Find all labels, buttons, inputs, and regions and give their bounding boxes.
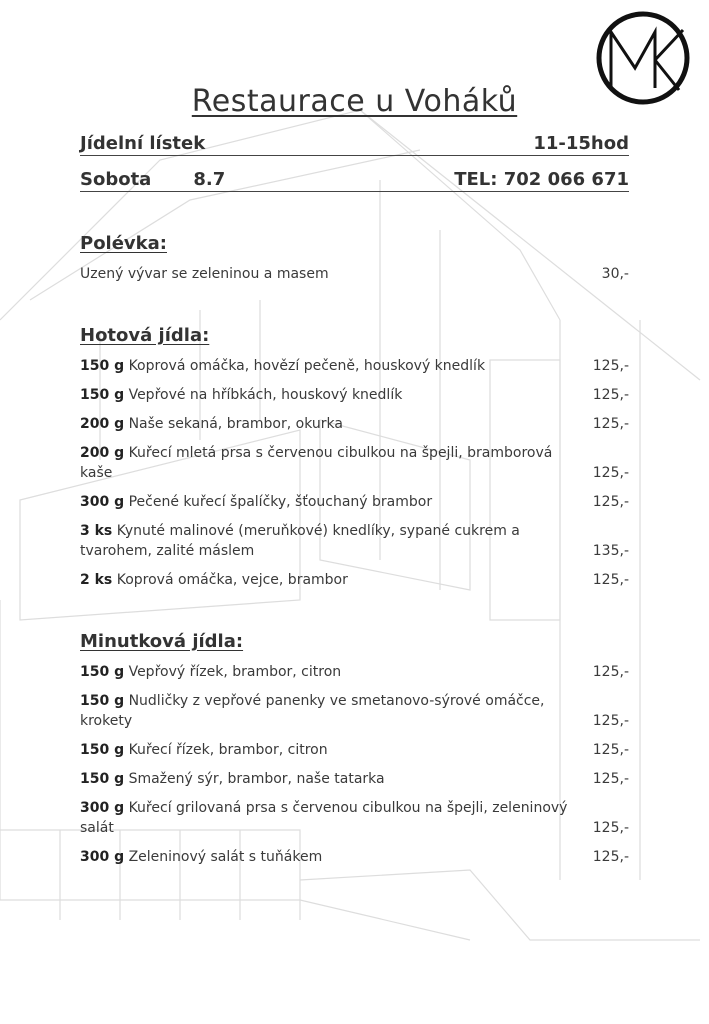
item-price: 135,-	[592, 543, 629, 559]
item-quantity: 300 g	[80, 494, 125, 510]
menu-page	[80, 84, 629, 876]
phone: TEL: 702 066 671	[454, 169, 629, 190]
item-name: Naše sekaná, brambor, okurka	[128, 416, 343, 432]
item-price: 125,-	[592, 820, 629, 836]
opening-hours: 11-15hod	[533, 133, 629, 154]
item-name: Vepřový řízek, brambor, citron	[128, 664, 342, 680]
item-name: Smažený sýr, brambor, naše tatarka	[128, 771, 385, 787]
item-price: 125,-	[592, 771, 629, 787]
item-name: Kuřecí řízek, brambor, citron	[128, 742, 328, 758]
item-name: Vepřové na hříbkách, houskový knedlík	[128, 387, 403, 403]
menu-item	[80, 385, 629, 405]
menu-item	[80, 492, 629, 512]
menu-item	[80, 740, 629, 760]
page-title: Restaurace u Voháků	[191, 84, 518, 119]
item-name: Kuřecí mletá prsa s červenou cibulkou na špejli, bramborová kaše	[80, 445, 553, 481]
item-price: 125,-	[592, 849, 629, 865]
section-title: Hotová jídla:	[80, 325, 210, 346]
item-name: Nudličky z vepřové panenky ve smetanovo-sýrové omáčce, krokety	[80, 693, 545, 729]
section-title: Minutková jídla:	[80, 631, 244, 652]
menu-item	[80, 443, 629, 483]
menu-label: Jídelní lístek	[80, 133, 206, 154]
menu-item	[80, 847, 629, 867]
item-price: 125,-	[592, 358, 629, 374]
menu-item	[80, 662, 629, 682]
menu-sections	[80, 232, 629, 867]
item-quantity: 3 ks	[80, 523, 113, 539]
item-name: Koprová omáčka, vejce, brambor	[116, 572, 348, 588]
menu-item	[80, 521, 629, 561]
menu-item	[80, 798, 629, 838]
item-quantity: 300 g	[80, 800, 125, 816]
item-price: 125,-	[592, 465, 629, 481]
menu-item	[80, 691, 629, 731]
menu-item	[80, 570, 629, 590]
item-name: Kuřecí grilovaná prsa s červenou cibulkou na špejli, zeleninový salát	[80, 800, 568, 836]
item-price: 125,-	[592, 387, 629, 403]
item-quantity: 200 g	[80, 416, 125, 432]
item-price: 125,-	[592, 416, 629, 432]
item-quantity: 150 g	[80, 742, 125, 758]
menu-item	[80, 356, 629, 376]
item-price: 125,-	[592, 664, 629, 680]
item-quantity: 150 g	[80, 693, 125, 709]
item-name: Zeleninový salát s tuňákem	[128, 849, 323, 865]
item-price: 125,-	[592, 494, 629, 510]
item-name: Uzený vývar se zeleninou a masem	[80, 266, 329, 282]
section-title: Polévka:	[80, 233, 167, 254]
item-quantity: 2 ks	[80, 572, 113, 588]
item-quantity: 150 g	[80, 771, 125, 787]
item-price: 125,-	[592, 572, 629, 588]
item-name: Pečené kuřecí špalíčky, šťouchaný brambor	[128, 494, 433, 510]
item-name: Kynuté malinové (meruňkové) knedlíky, sypané cukrem a tvarohem, zalité máslem	[80, 523, 520, 559]
item-quantity: 150 g	[80, 664, 125, 680]
menu-item	[80, 769, 629, 789]
menu-header-row	[80, 133, 629, 156]
day: Sobota	[80, 169, 152, 190]
date: 8.7	[193, 169, 226, 190]
date-row	[80, 169, 629, 192]
menu-item	[80, 264, 629, 284]
item-quantity: 300 g	[80, 849, 125, 865]
item-quantity: 150 g	[80, 387, 125, 403]
item-price: 125,-	[592, 742, 629, 758]
item-price: 125,-	[592, 713, 629, 729]
item-price: 30,-	[601, 266, 629, 282]
item-quantity: 150 g	[80, 358, 125, 374]
item-name: Koprová omáčka, hovězí pečeně, houskový knedlík	[128, 358, 486, 374]
item-quantity: 200 g	[80, 445, 125, 461]
menu-item	[80, 414, 629, 434]
